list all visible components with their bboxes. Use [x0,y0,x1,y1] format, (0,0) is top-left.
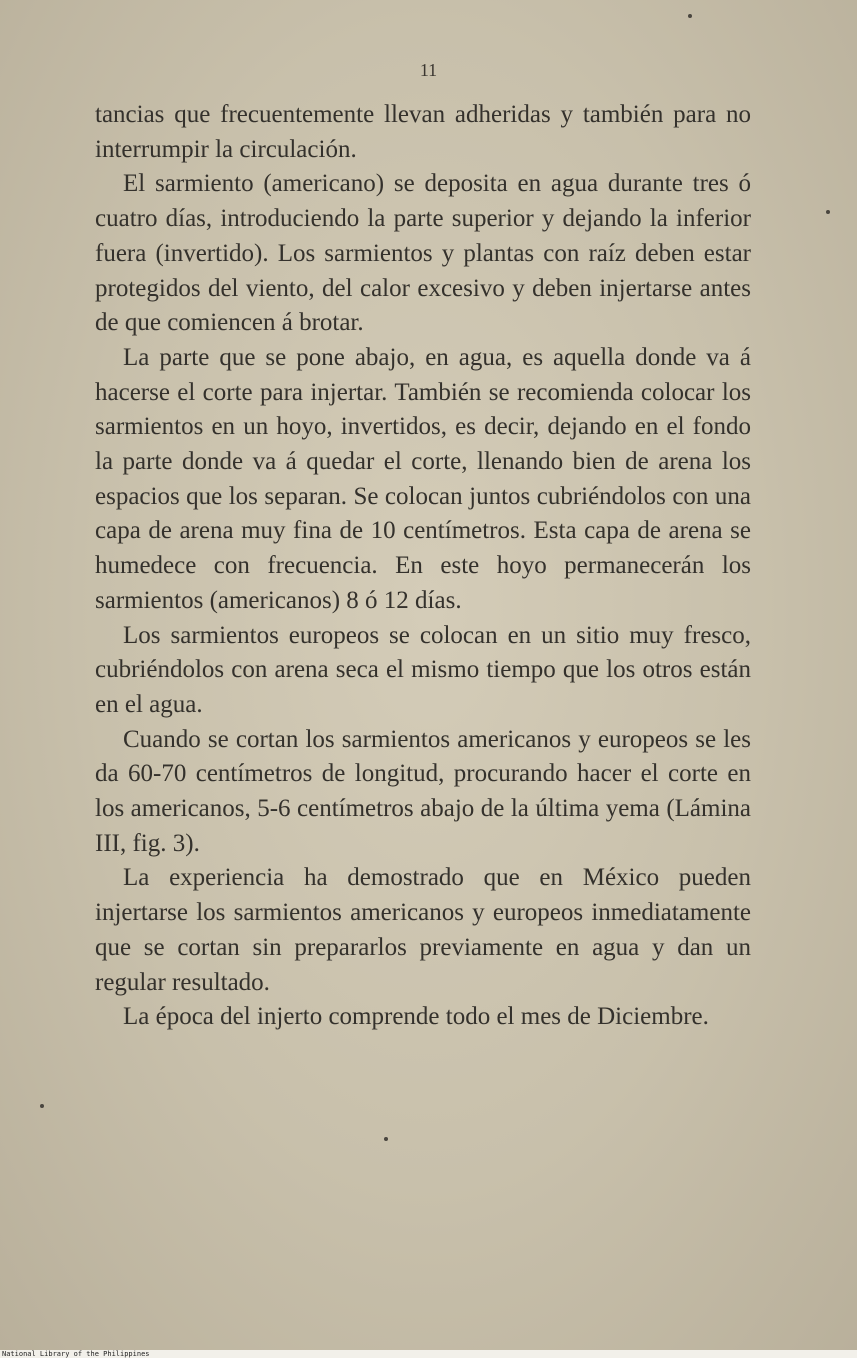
paragraph-4: Los sarmientos europeos se colocan en un sitio muy fresco, cubriéndolos con arena seca el mismo tiempo que los otros están en el agua. [95,621,751,718]
paragraph-7: La época del injerto comprende todo el mes de Diciembre. [123,1003,709,1031]
paragraph-3: La parte que se pone abajo, en agua, es aquella donde va á hacerse el corte para injertar. También se recomienda colocar los sarmientos en un hoyo, invertidos, es decir, dejando en el fondo la parte donde va á quedar el corte, llenando bien de arena los espacios que los separan. Se colocan juntos cubriéndolos con una capa de arena muy fina de 10 centímetros. Esta capa de arena se humedece con frecuencia. En este hoyo permanecerán los sarmientos (americanos) 8 ó 12 días. [95,343,751,614]
paper-speck [826,210,830,214]
paper-speck [688,14,692,18]
paper-speck [384,1137,388,1141]
paragraph-2: El sarmiento (americano) se deposita en agua durante tres ó cuatro días, introduciendo la parte superior y dejando la inferior fuera (invertido). Los sarmientos y plantas con raíz deben estar protegidos del viento, del calor excesivo y deben injertarse antes de que comiencen á brotar. [95,170,751,337]
paragraph-1: tancias que frecuentemente llevan adheridas y también para no interrumpir la circulación. [95,101,751,163]
page-number: 11 [419,60,438,80]
paper-speck [40,1104,44,1108]
paragraph-5: Cuando se cortan los sarmientos americanos y europeos se les da 60-70 centímetros de longitud, procurando hacer el corte en los americanos, 5-6 centímetros abajo de la última yema (Lámina III, fig. 3). [95,725,751,857]
paragraph-6: La experiencia ha demostrado que en México pueden injertarse los sarmientos americanos y europeos inmediatamente que se cortan sin prepararlos previamente en agua y dan un regular resultado. [95,864,751,996]
body-text [95,98,751,1035]
scan-credit: National Library of the Philippines [0,1350,857,1358]
